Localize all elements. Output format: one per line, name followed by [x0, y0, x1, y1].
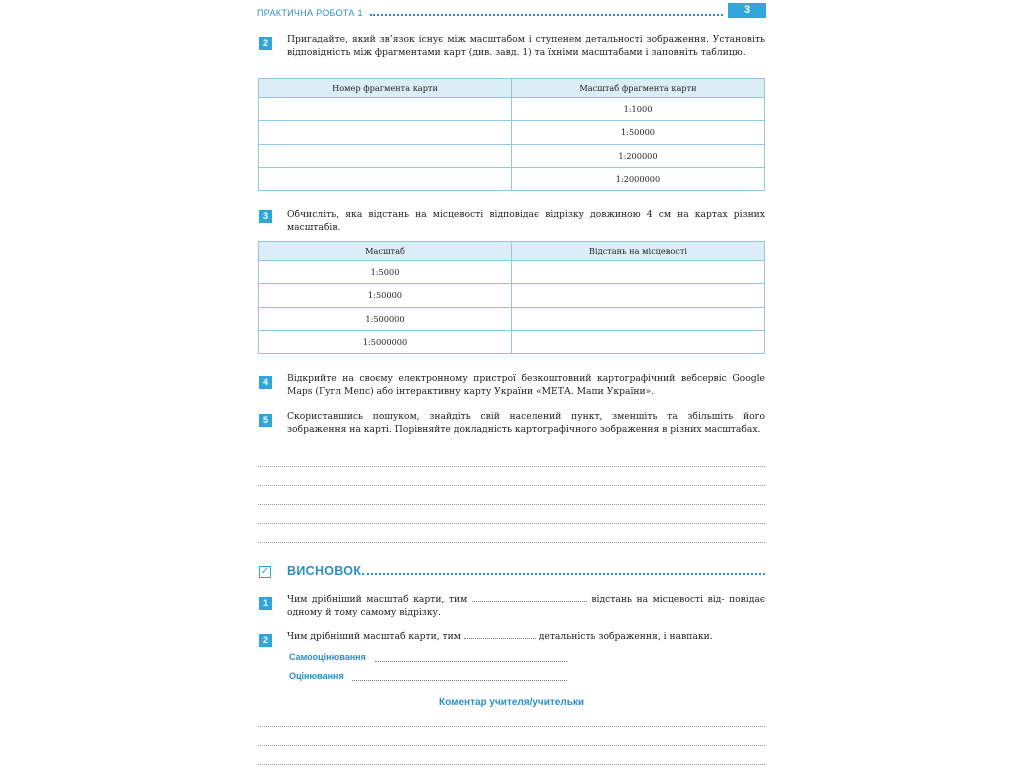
task-4-text: Відкрийте на своєму електронному пристрої безкоштовний картографічний вебсервіс Google Maps (Гугл Мепс) або інтерактивну карту України «МЕТА. Мапи України». — [287, 373, 765, 397]
answer-line[interactable] — [258, 542, 765, 543]
fragment-number-cell[interactable] — [259, 121, 512, 144]
scale-cell: 1:500000 — [259, 307, 512, 330]
conclusion-1-blank[interactable] — [472, 594, 587, 602]
table-row — [259, 144, 765, 167]
teacher-assessment-label: Оцінювання — [289, 671, 344, 681]
fragment-scale-cell: 1:2000000 — [512, 167, 765, 190]
column-header-distance: Відстань на місцевості — [512, 242, 765, 261]
conclusion-1-number: 1 — [259, 597, 272, 610]
conclusion-2-part2: детальність зображення, і навпаки. — [538, 631, 713, 642]
scale-cell: 1:5000000 — [259, 330, 512, 353]
table-header-row — [259, 242, 765, 261]
task-2-text: Пригадайте, який зв’язок існує між масштабом і ступенем детальності зображення. Установіть відповідність між фрагментами карт (див. завд. 1) та їхніми масштабами і заповніть таблицю. — [287, 34, 765, 58]
distance-cell[interactable] — [512, 261, 765, 284]
distance-table — [258, 241, 765, 354]
task-5-text: Скориставшись пошуком, знайдіть свій населений пункт, зменшіть та збільшіть його зображення на карті. Порівняйте докладність картографічного зображення в різних масштабах. — [287, 411, 765, 435]
scale-match-table — [258, 78, 765, 191]
fragment-number-cell[interactable] — [259, 167, 512, 190]
table-row — [259, 284, 765, 307]
conclusion-1-part1: Чим дрібніший масштаб карти, тим — [287, 594, 468, 605]
answer-line[interactable] — [258, 466, 765, 467]
fragment-scale-cell: 1:50000 — [512, 121, 765, 144]
table-row — [259, 307, 765, 330]
conclusion-2-number: 2 — [259, 634, 272, 647]
self-assessment-field[interactable] — [375, 661, 567, 662]
conclusion-2-part1: Чим дрібніший масштаб карти, тим — [287, 631, 461, 642]
scale-cell: 1:5000 — [259, 261, 512, 284]
task-3-number: 3 — [259, 210, 272, 223]
page-number: 3 — [728, 3, 766, 18]
task-4-number: 4 — [259, 376, 272, 389]
task-2-number: 2 — [259, 37, 272, 50]
distance-cell[interactable] — [512, 307, 765, 330]
header-divider — [370, 14, 723, 16]
page-header-title: ПРАКТИЧНА РОБОТА 1 — [257, 8, 363, 18]
distance-cell[interactable] — [512, 284, 765, 307]
scale-cell: 1:50000 — [259, 284, 512, 307]
table-row — [259, 167, 765, 190]
table-header-row — [259, 79, 765, 98]
table-row — [259, 261, 765, 284]
column-header-fragment-scale: Масштаб фрагмента карти — [512, 79, 765, 98]
answer-line[interactable] — [258, 523, 765, 524]
teacher-comment-title: Коментар учителя/учительки — [439, 697, 584, 708]
table-row — [259, 98, 765, 121]
conclusion-2-blank[interactable] — [464, 631, 536, 639]
fragment-number-cell[interactable] — [259, 144, 512, 167]
conclusion-1-part2: відстань на місцевості від- — [591, 594, 725, 605]
checkbox-checked-icon: ✓ — [260, 566, 270, 577]
conclusion-2-text — [287, 631, 765, 644]
fragment-scale-cell: 1:1000 — [512, 98, 765, 121]
comment-line[interactable] — [258, 764, 765, 765]
comment-line[interactable] — [258, 726, 765, 727]
self-assessment-label: Самооцінювання — [289, 652, 366, 662]
conclusion-divider — [362, 573, 765, 575]
comment-line[interactable] — [258, 745, 765, 746]
table-row — [259, 121, 765, 144]
conclusion-title: ВИСНОВОК — [287, 564, 362, 578]
conclusion-1-part3: повідає одному й тому самому відрізку. — [287, 594, 766, 618]
task-3-text: Обчисліть, яка відстань на місцевості відповідає відрізку довжиною 4 см на картах різних масштабів. — [287, 209, 765, 233]
answer-line[interactable] — [258, 485, 765, 486]
answer-line[interactable] — [258, 504, 765, 505]
fragment-number-cell[interactable] — [259, 98, 512, 121]
distance-cell[interactable] — [512, 330, 765, 353]
column-header-fragment-number: Номер фрагмента карти — [259, 79, 512, 98]
conclusion-1-text — [287, 594, 765, 619]
teacher-assessment-field[interactable] — [352, 680, 567, 681]
table-row — [259, 330, 765, 353]
column-header-scale: Масштаб — [259, 242, 512, 261]
task-5-number: 5 — [259, 414, 272, 427]
fragment-scale-cell: 1:200000 — [512, 144, 765, 167]
